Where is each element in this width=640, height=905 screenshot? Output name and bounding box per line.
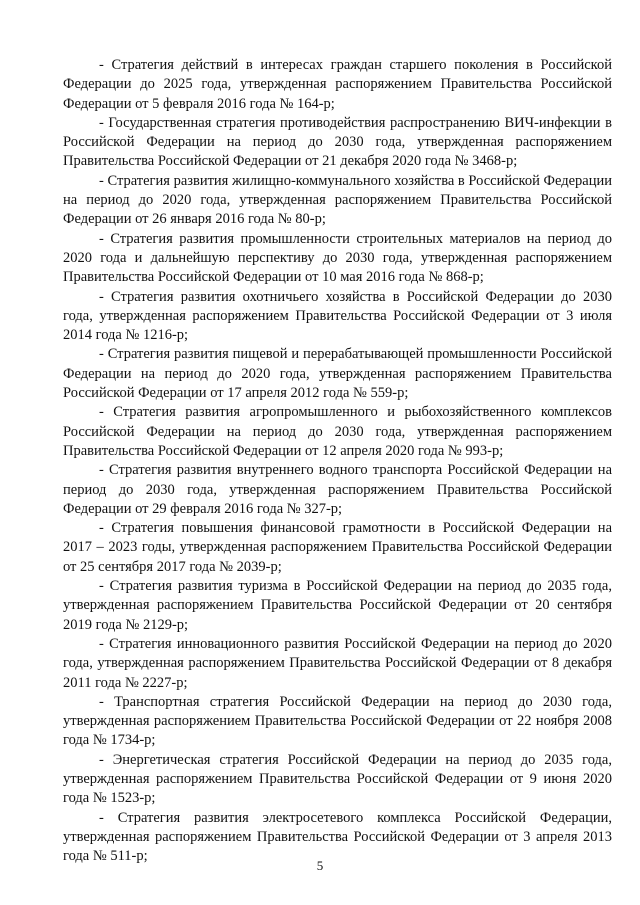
list-item: - Стратегия развития промышленности строительных материалов на период до 2020 года и дальнейшую перспективу до 2030 года, утвержденная распоряжением Правительства Российской Федерации от 10 мая 2016 года № 868-р; <box>63 230 612 286</box>
list-item: - Стратегия инновационного развития Российской Федерации на период до 2020 года, утвержденная распоряжением Правительства Российской Федерации от 8 декабря 2011 года № 2227-р; <box>63 635 612 691</box>
list-item: - Стратегия развития внутреннего водного транспорта Российской Федерации на период до 2030 года, утвержденная распоряжением Правительства Российской Федерации от 29 февраля 2016 года № 327-р; <box>63 462 612 517</box>
page-number: 5 <box>316 858 324 873</box>
list-item: - Стратегия развития охотничьего хозяйства в Российской Федерации до 2030 года, утвержденная распоряжением Правительства Российской Федерации от 3 июля 2014 года № 1216-р; <box>63 288 612 344</box>
list-item: - Стратегия развития туризма в Российской Федерации на период до 2035 года, утвержденная распоряжением Правительства Российской Федерации от 20 сентября 2019 года № 2129-р; <box>63 578 612 633</box>
list-item: - Транспортная стратегия Российской Федерации на период до 2030 года, утвержденная распоряжением Правительства Российской Федерации от 22 ноября 2008 года № 1734-р; <box>63 693 612 749</box>
list-item: - Стратегия развития агропромышленного и рыбохозяйственного комплексов Российской Федерации на период до 2030 года, утвержденная распоряжением Правительства Российской Федерации от 12 апреля 2020 года № 993-р; <box>63 404 612 459</box>
list-item: - Стратегия развития пищевой и перерабатывающей промышленности Российской Федерации на период до 2020 года, утвержденная распоряжением Правительства Российской Федерации от 17 апреля 2012 года № 559-р; <box>63 346 612 402</box>
list-item: - Стратегия повышения финансовой грамотности в Российской Федерации на 2017 – 2023 годы, утвержденная распоряжением Правительства Российской Федерации от 25 сентября 2017 года № 2039-р; <box>63 520 612 575</box>
list-item: - Стратегия развития жилищно-коммунального хозяйства в Российской Федерации на период до 2020 года, утвержденная распоряжением Правительства Российской Федерации от 26 января 2016 года № 80-р; <box>63 172 612 228</box>
list-item: - Стратегия развития электросетевого комплекса Российской Федерации, утвержденная распоряжением Правительства Российской Федерации от 3 апреля 2013 года № 511-р; <box>63 809 612 865</box>
list-item: - Энергетическая стратегия Российской Федерации на период до 2035 года, утвержденная распоряжением Правительства Российской Федерации от 9 июня 2020 года № 1523-р; <box>63 751 612 807</box>
document-page <box>63 56 612 866</box>
list-item: - Стратегия действий в интересах граждан старшего поколения в Российской Федерации до 2025 года, утвержденная распоряжением Правительства Российской Федерации от 5 февраля 2016 года № 164-р; <box>63 57 612 112</box>
list-item: - Государственная стратегия противодействия распространению ВИЧ-инфекции в Российской Федерации на период до 2030 года, утвержденная распоряжением Правительства Российской Федерации от 21 декабря 2020 года № 3468-р; <box>63 114 612 170</box>
